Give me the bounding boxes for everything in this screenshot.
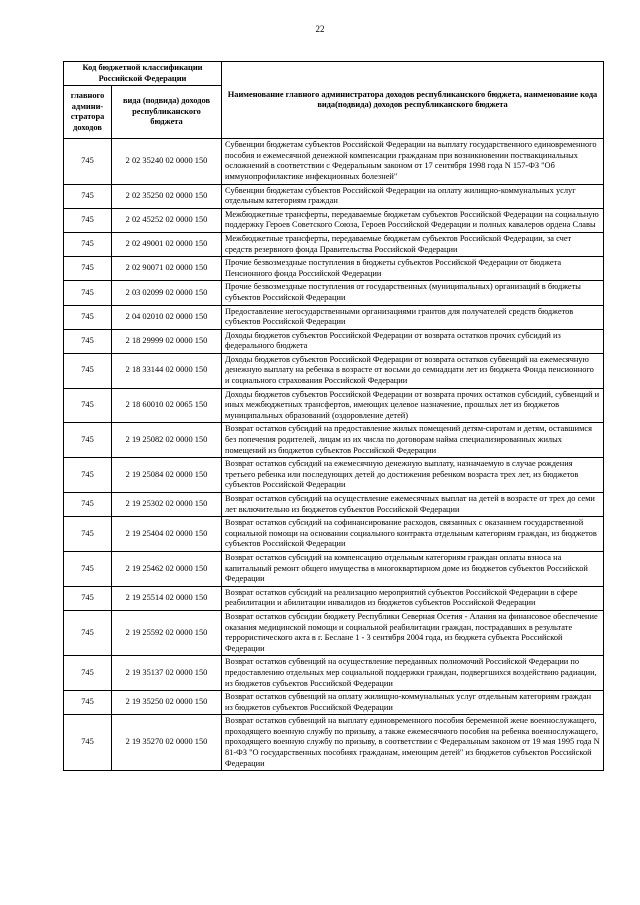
table-row	[64, 715, 604, 771]
table-row	[64, 656, 604, 691]
table-row	[64, 353, 604, 388]
income-name-cell: Возврат остатков субсидий на софинансирование расходов, связанных с оказанием государственной социальной помощи на основании социального контракта отдельным категориям граждан, из бюджетов субъектов Российской Федерации	[222, 517, 604, 552]
header-classification-code: Код бюджетной классификации Российской Федерации	[64, 62, 222, 86]
admin-code-cell: 745	[64, 517, 112, 552]
admin-code-cell: 745	[64, 388, 112, 423]
admin-code-cell: 745	[64, 423, 112, 458]
admin-code-cell: 745	[64, 232, 112, 256]
income-code-cell: 2 04 02010 02 0000 150	[112, 305, 222, 329]
table-row	[64, 691, 604, 715]
table-row	[64, 388, 604, 423]
income-code-cell: 2 19 25302 02 0000 150	[112, 493, 222, 517]
income-code-cell: 2 19 25514 02 0000 150	[112, 586, 222, 610]
admin-code-cell: 745	[64, 493, 112, 517]
table-row	[64, 139, 604, 184]
income-code-cell: 2 19 35137 02 0000 150	[112, 656, 222, 691]
income-code-cell: 2 19 25084 02 0000 150	[112, 458, 222, 493]
table-row	[64, 423, 604, 458]
income-name-cell: Возврат остатков субвенций на выплату единовременного пособия беременной жене военнослужащего, проходящего военную службу по призыву, а также ежемесячного пособия на ребенка военнослужащего, проходящего военную службу по призыву, в соответствии с Федеральным законом от 19 мая 1995 года N 81-ФЗ "О государственных пособиях гражданам, имеющим детей" из бюджетов субъектов Российской Федерации	[222, 715, 604, 771]
admin-code-cell: 745	[64, 139, 112, 184]
income-code-cell: 2 02 90071 02 0000 150	[112, 257, 222, 281]
income-name-cell: Доходы бюджетов субъектов Российской Федерации от возврата остатков субвенций на ежемесячную денежную выплату на ребенка в возрасте от восьми до семнадцати лет из бюджета Фонда пенсионного и социального страхования Российской Федерации	[222, 353, 604, 388]
table-row	[64, 257, 604, 281]
admin-code-cell: 745	[64, 208, 112, 232]
income-code-cell: 2 02 49001 02 0000 150	[112, 232, 222, 256]
income-code-cell: 2 19 35270 02 0000 150	[112, 715, 222, 771]
admin-code-cell: 745	[64, 691, 112, 715]
income-name-cell: Возврат остатков субвенций на осуществление переданных полномочий Российской Федерации по предоставлению отдельных мер социальной поддержки граждан, подвергшихся воздействию радиации, из бюджетов субъектов Российской Федерации	[222, 656, 604, 691]
admin-code-cell: 745	[64, 305, 112, 329]
table-row	[64, 458, 604, 493]
admin-code-cell: 745	[64, 353, 112, 388]
income-name-cell: Возврат остатков субвенций на оплату жилищно-коммунальных услуг отдельным категориям граждан из бюджетов субъектов Российской Федерации	[222, 691, 604, 715]
admin-code-cell: 745	[64, 281, 112, 305]
header-name: Наименование главного администратора доходов республиканского бюджета, наименование кода вида(подвида) доходов республиканского бюджета	[222, 62, 604, 139]
income-name-cell: Возврат остатков субсидий на реализацию мероприятий субъектов Российской Федерации в сфере реабилитации и абилитации инвалидов из бюджетов субъектов Российской Федерации	[222, 586, 604, 610]
income-name-cell: Прочие безвозмездные поступления в бюджеты субъектов Российской Федерации от бюджета Пенсионного фонда Российской Федерации	[222, 257, 604, 281]
admin-code-cell: 745	[64, 551, 112, 586]
income-code-cell: 2 18 60010 02 0065 150	[112, 388, 222, 423]
income-name-cell: Субвенции бюджетам субъектов Российской Федерации на оплату жилищно-коммунальных услуг отдельным категориям граждан	[222, 184, 604, 208]
table-row	[64, 329, 604, 353]
page-number: 22	[315, 24, 325, 34]
income-code-cell: 2 19 35250 02 0000 150	[112, 691, 222, 715]
income-code-cell: 2 19 25462 02 0000 150	[112, 551, 222, 586]
income-code-cell: 2 19 25082 02 0000 150	[112, 423, 222, 458]
income-code-cell: 2 19 25404 02 0000 150	[112, 517, 222, 552]
admin-code-cell: 745	[64, 656, 112, 691]
income-code-cell: 2 02 35250 02 0000 150	[112, 184, 222, 208]
header-admin-code: главного админи-стратора доходов	[64, 86, 112, 139]
table-row	[64, 551, 604, 586]
table-body	[64, 139, 604, 771]
income-code-cell: 2 02 45252 02 0000 150	[112, 208, 222, 232]
table-row	[64, 184, 604, 208]
income-name-cell: Межбюджетные трансферты, передаваемые бюджетам субъектов Российской Федерации, за счет средств резервного фонда Правительства Российской Федерации	[222, 232, 604, 256]
table-row	[64, 232, 604, 256]
income-name-cell: Доходы бюджетов субъектов Российской Федерации от возврата остатков прочих субсидий из федерального бюджета	[222, 329, 604, 353]
income-name-cell: Возврат остатков субсидий на предоставление жилых помещений детям-сиротам и детям, оставшимся без попечения родителей, лицам из их числа по договорам найма специализированных жилых помещений из бюджетов субъектов Российской Федерации	[222, 423, 604, 458]
income-name-cell: Предоставление негосударственными организациями грантов для получателей средств бюджетов субъектов Российской Федерации	[222, 305, 604, 329]
income-code-cell: 2 18 29999 02 0000 150	[112, 329, 222, 353]
income-name-cell: Возврат остатков субсидий на ежемесячную денежную выплату, назначаемую в случае рождения третьего ребенка или последующих детей до достижения ребенком возраста трех лет, из бюджетов субъектов Российской Федерации	[222, 458, 604, 493]
income-name-cell: Возврат остатков субсидии бюджету Республики Северная Осетия - Алания на финансовое обеспечение оказания медицинской помощи и социальной реабилитации граждан, пострадавших в результате террористического акта в г. Беслане 1 - 3 сентября 2004 года, из бюджета субъекта Российской Федерации	[222, 610, 604, 655]
admin-code-cell: 745	[64, 257, 112, 281]
income-code-cell: 2 19 25592 02 0000 150	[112, 610, 222, 655]
income-code-cell: 2 03 02099 02 0000 150	[112, 281, 222, 305]
income-name-cell: Доходы бюджетов субъектов Российской Федерации от возврата прочих остатков субсидий, субвенций и иных межбюджетных трансфертов, имеющих целевое назначение, прошлых лет из бюджетов муниципальных образований (оздоровление детей)	[222, 388, 604, 423]
table-row	[64, 517, 604, 552]
income-name-cell: Возврат остатков субсидий на осуществление ежемесячных выплат на детей в возрасте от трех до семи лет включительно из бюджетов субъектов Российской Федерации	[222, 493, 604, 517]
table-row	[64, 208, 604, 232]
table-row	[64, 305, 604, 329]
table-row	[64, 493, 604, 517]
income-code-cell: 2 02 35240 02 0000 150	[112, 139, 222, 184]
admin-code-cell: 745	[64, 610, 112, 655]
admin-code-cell: 745	[64, 715, 112, 771]
income-name-cell: Прочие безвозмездные поступления от государственных (муниципальных) организаций в бюджеты субъектов Российской Федерации	[222, 281, 604, 305]
admin-code-cell: 745	[64, 586, 112, 610]
admin-code-cell: 745	[64, 329, 112, 353]
table-header-row-1	[64, 62, 604, 86]
admin-code-cell: 745	[64, 458, 112, 493]
admin-code-cell: 745	[64, 184, 112, 208]
income-name-cell: Субвенции бюджетам субъектов Российской Федерации на выплату государственного единовременного пособия и ежемесячной денежной компенсации гражданам при возникновении поствакцинальных осложнений в соответствии с Федеральным законом от 17 сентября 1998 года N 157-ФЗ "Об иммунопрофилактике инфекционных болезней"	[222, 139, 604, 184]
table-row	[64, 281, 604, 305]
table-row	[64, 610, 604, 655]
income-name-cell: Возврат остатков субсидий на компенсацию отдельным категориям граждан оплаты взноса на капитальный ремонт общего имущества в многоквартирном доме из бюджетов субъектов Российской Федерации	[222, 551, 604, 586]
table-row	[64, 586, 604, 610]
income-name-cell: Межбюджетные трансферты, передаваемые бюджетам субъектов Российской Федерации на социальную поддержку Героев Советского Союза, Героев Российской Федерации и полных кавалеров ордена Славы	[222, 208, 604, 232]
income-code-cell: 2 18 33144 02 0000 150	[112, 353, 222, 388]
budget-classification-table	[63, 61, 604, 771]
header-income-type-code: вида (подвида) доходов республиканского бюджета	[112, 86, 222, 139]
